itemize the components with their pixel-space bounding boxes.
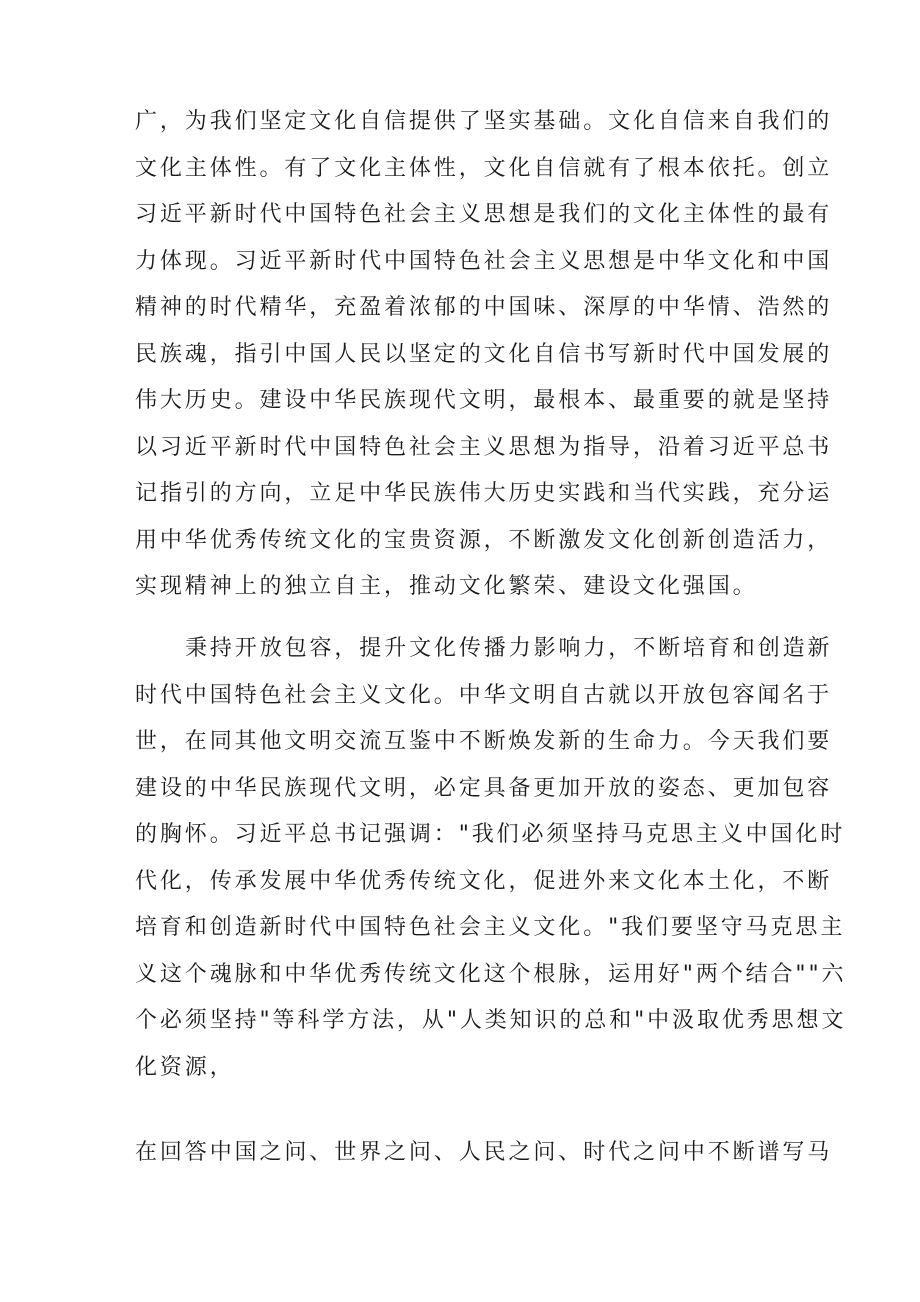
text-line: 时代中国特色社会主义文化。中华文明自古就以开放包容闻名于 (135, 682, 833, 708)
text-line: 个必须坚持"等科学方法，从"人类知识的总和"中汲取优秀思想文 (135, 1008, 847, 1033)
text-line: 代化，传承发展中华优秀传统文化，促进外来文化本土化，不断 (135, 868, 833, 894)
text-line: 力体现。习近平新时代中国特色社会主义思想是中华文化和中国 (135, 248, 833, 274)
text-line: 化资源， (135, 1054, 235, 1080)
text-line: 文化主体性。有了文化主体性，文化自信就有了根本依托。创立 (135, 155, 833, 181)
text-line: 用中华优秀传统文化的宝贵资源，不断激发文化创新创造活力， (135, 527, 833, 553)
text-line: 广，为我们坚定文化自信提供了坚实基础。文化自信来自我们的 (135, 109, 833, 134)
text-line: 以习近平新时代中国特色社会主义思想为指导，沿着习近平总书 (135, 434, 833, 460)
text-line: 培育和创造新时代中国特色社会主义文化。"我们要坚守马克思主 (135, 915, 846, 940)
paragraph-continuation (135, 1130, 833, 1177)
text-line: 义这个魂脉和中华优秀传统文化这个根脉，运用好"两个结合""六 (135, 961, 847, 987)
text-line: 世，在同其他文明交流互鉴中不断焕发新的生命力。今天我们要 (135, 729, 833, 754)
paragraph-openness-inclusiveness (135, 626, 847, 1091)
text-line-indented: 秉持开放包容，提升文化传播力影响力，不断培育和创造新 (185, 636, 833, 661)
text-line: 民族魂，指引中国人民以坚定的文化自信书写新时代中国发展的 (135, 341, 833, 367)
text-line: 的胸怀。习近平总书记强调："我们必须坚持马克思主义中国化时 (135, 822, 846, 847)
paragraph-cultural-subjectivity (135, 99, 833, 611)
text-line: 实现精神上的独立自主，推动文化繁荣、建设文化强国。 (135, 574, 758, 599)
text-line: 精神的时代精华，充盈着浓郁的中国味、深厚的中华情、浩然的 (135, 295, 833, 320)
text-line: 习近平新时代中国特色社会主义思想是我们的文化主体性的最有 (135, 202, 833, 227)
text-line: 建设的中华民族现代文明，必定具备更加开放的姿态、更加包容 (135, 775, 833, 801)
text-line: 在回答中国之问、世界之问、人民之问、时代之问中不断谱写马 (135, 1140, 833, 1165)
text-line: 记指引的方向，立足中华民族伟大历史实践和当代实践，充分运 (135, 481, 833, 506)
text-line: 伟大历史。建设中华民族现代文明，最根本、最重要的就是坚持 (135, 388, 833, 413)
